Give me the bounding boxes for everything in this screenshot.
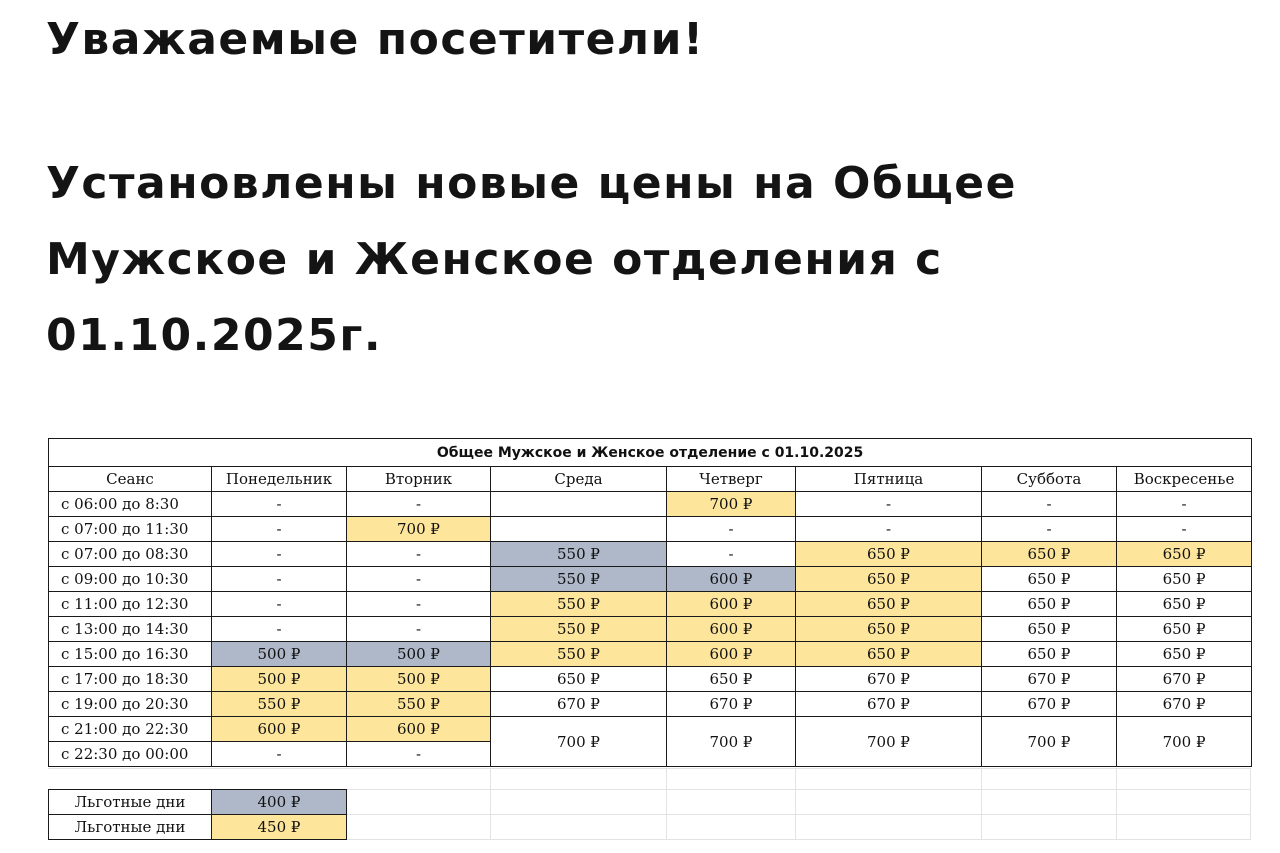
price-cell: 650 ₽: [796, 642, 982, 667]
discount-row: [49, 815, 347, 840]
price-cell: -: [347, 617, 491, 642]
discount-price: 450 ₽: [212, 815, 347, 840]
column-header: Среда: [491, 467, 667, 492]
session-time: с 22:30 до 00:00: [49, 742, 212, 767]
column-header: Четверг: [667, 467, 796, 492]
column-header: Воскресенье: [1117, 467, 1252, 492]
price-cell: 650 ₽: [667, 667, 796, 692]
sheet-gridline: [48, 768, 1251, 769]
price-cell: -: [212, 592, 347, 617]
discount-days-table: [48, 789, 347, 840]
price-cell: 650 ₽: [1117, 617, 1252, 642]
price-cell: 600 ₽: [212, 717, 347, 742]
price-cell: -: [212, 517, 347, 542]
price-cell: -: [212, 492, 347, 517]
price-cell: 650 ₽: [796, 567, 982, 592]
price-cell: 600 ₽: [667, 642, 796, 667]
price-cell: 500 ₽: [347, 667, 491, 692]
price-cell: 700 ₽: [796, 717, 982, 767]
sheet-gridline: [795, 768, 796, 840]
price-cell: 550 ₽: [347, 692, 491, 717]
price-cell: -: [347, 542, 491, 567]
price-cell: 670 ₽: [667, 692, 796, 717]
price-cell: -: [1117, 517, 1252, 542]
price-cell: 650 ₽: [1117, 592, 1252, 617]
price-cell: 650 ₽: [982, 592, 1117, 617]
session-time: с 21:00 до 22:30: [49, 717, 212, 742]
price-cell: 650 ₽: [1117, 567, 1252, 592]
price-cell: 650 ₽: [1117, 542, 1252, 567]
price-cell: -: [212, 567, 347, 592]
price-cell: 650 ₽: [982, 617, 1117, 642]
discount-row: [49, 790, 347, 815]
table-row: [49, 642, 1252, 667]
table-row: [49, 492, 1252, 517]
session-time: с 07:00 до 08:30: [49, 542, 212, 567]
table-row: [49, 692, 1252, 717]
price-cell: -: [667, 517, 796, 542]
price-cell: 670 ₽: [796, 667, 982, 692]
announcement-line-3: 01.10.2025г.: [46, 310, 383, 361]
price-cell: -: [1117, 492, 1252, 517]
price-cell: 700 ₽: [347, 517, 491, 542]
price-cell: [491, 517, 667, 542]
announcement-line-2: Мужское и Женское отделения с: [46, 234, 943, 285]
sheet-gridline: [1116, 768, 1117, 840]
price-cell: 700 ₽: [667, 717, 796, 767]
column-header: Суббота: [982, 467, 1117, 492]
price-cell: [491, 492, 667, 517]
price-cell: 670 ₽: [796, 692, 982, 717]
session-time: с 17:00 до 18:30: [49, 667, 212, 692]
table-title: Общее Мужское и Женское отделение с 01.10.2025: [49, 439, 1252, 467]
session-time: с 09:00 до 10:30: [49, 567, 212, 592]
price-cell: 600 ₽: [667, 567, 796, 592]
price-cell: 650 ₽: [982, 542, 1117, 567]
table-row: [49, 667, 1252, 692]
price-cell: 650 ₽: [796, 592, 982, 617]
price-cell: 550 ₽: [491, 542, 667, 567]
column-header: Сеанс: [49, 467, 212, 492]
sheet-gridline: [981, 768, 982, 840]
price-cell: -: [982, 517, 1117, 542]
price-cell: -: [212, 542, 347, 567]
price-cell: -: [347, 492, 491, 517]
table-row: [49, 517, 1252, 542]
price-cell: -: [796, 517, 982, 542]
sheet-gridline: [490, 768, 491, 840]
session-time: с 11:00 до 12:30: [49, 592, 212, 617]
price-cell: -: [667, 542, 796, 567]
price-cell: 700 ₽: [667, 492, 796, 517]
price-cell: 700 ₽: [491, 717, 667, 767]
column-header: Понедельник: [212, 467, 347, 492]
price-cell: 670 ₽: [982, 667, 1117, 692]
price-cell: 550 ₽: [491, 592, 667, 617]
price-cell: 670 ₽: [982, 692, 1117, 717]
column-header: Вторник: [347, 467, 491, 492]
announcement-line-1: Установлены новые цены на Общее: [46, 158, 1017, 209]
price-cell: 670 ₽: [491, 692, 667, 717]
discount-label: Льготные дни: [49, 815, 212, 840]
price-cell: 600 ₽: [347, 717, 491, 742]
table-row: [49, 567, 1252, 592]
price-cell: -: [796, 492, 982, 517]
greeting-heading: Уважаемые посетители!: [46, 14, 705, 65]
price-cell: -: [982, 492, 1117, 517]
price-table: [48, 438, 1252, 767]
price-cell: 700 ₽: [982, 717, 1117, 767]
price-cell: 500 ₽: [212, 642, 347, 667]
price-cell: 650 ₽: [796, 542, 982, 567]
sheet-gridline: [666, 768, 667, 840]
discount-label: Льготные дни: [49, 790, 212, 815]
price-cell: 550 ₽: [212, 692, 347, 717]
session-time: с 13:00 до 14:30: [49, 617, 212, 642]
session-time: с 07:00 до 11:30: [49, 517, 212, 542]
table-header-row: [49, 467, 1252, 492]
table-row: [49, 592, 1252, 617]
table-title-row: [49, 439, 1252, 467]
price-cell: 650 ₽: [796, 617, 982, 642]
price-cell: 550 ₽: [491, 617, 667, 642]
price-cell: 550 ₽: [491, 642, 667, 667]
price-cell: 500 ₽: [347, 642, 491, 667]
table-row: [49, 617, 1252, 642]
price-cell: 550 ₽: [491, 567, 667, 592]
price-cell: 700 ₽: [1117, 717, 1252, 767]
price-cell: -: [212, 617, 347, 642]
price-cell: -: [347, 592, 491, 617]
table-row: [49, 542, 1252, 567]
discount-price: 400 ₽: [212, 790, 347, 815]
price-cell: 500 ₽: [212, 667, 347, 692]
price-cell: 600 ₽: [667, 617, 796, 642]
price-cell: 650 ₽: [982, 642, 1117, 667]
price-cell: 650 ₽: [491, 667, 667, 692]
session-time: с 15:00 до 16:30: [49, 642, 212, 667]
session-time: с 06:00 до 8:30: [49, 492, 212, 517]
price-cell: -: [347, 567, 491, 592]
price-cell: 650 ₽: [1117, 642, 1252, 667]
price-cell: 670 ₽: [1117, 667, 1252, 692]
price-cell: -: [347, 742, 491, 767]
price-cell: 670 ₽: [1117, 692, 1252, 717]
table-row: [49, 717, 1252, 742]
sheet-gridline: [1250, 768, 1251, 840]
session-time: с 19:00 до 20:30: [49, 692, 212, 717]
price-cell: 650 ₽: [982, 567, 1117, 592]
price-cell: 600 ₽: [667, 592, 796, 617]
price-cell: -: [212, 742, 347, 767]
column-header: Пятница: [796, 467, 982, 492]
